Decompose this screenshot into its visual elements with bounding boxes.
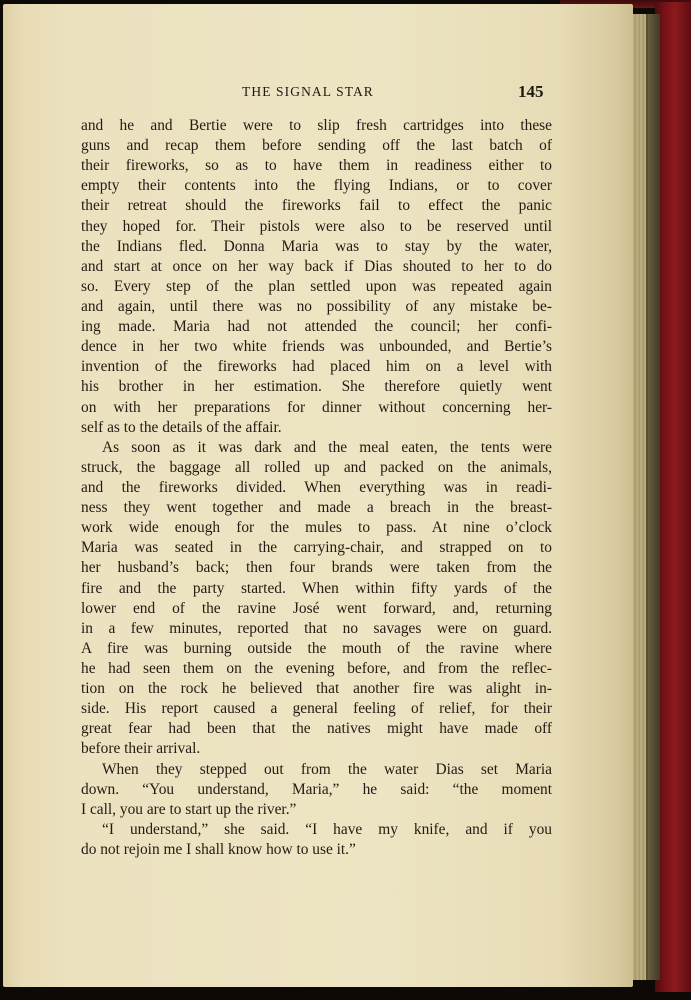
text-line: ing made. Maria had not attended the council; her confi- bbox=[81, 318, 552, 336]
text-line: I call, you are to start up the river.” bbox=[81, 800, 297, 818]
text-line: dence in her two white friends was unbounded, and Bertie’s bbox=[81, 338, 552, 356]
text-line: Maria was seated in the carrying-chair, and strapped on to bbox=[81, 539, 552, 557]
text-line: As soon as it was dark and the meal eaten, the tents were bbox=[102, 438, 552, 456]
text-line: her husband’s back; then four brands were taken from the bbox=[81, 559, 552, 577]
body-text bbox=[81, 116, 552, 860]
text-line: side. His report caused a general feeling of relief, for their bbox=[81, 700, 552, 718]
text-line: self as to the details of the affair. bbox=[81, 418, 282, 436]
page-header bbox=[3, 82, 633, 106]
text-line: When they stepped out from the water Dias set Maria bbox=[102, 760, 552, 778]
text-line: and the fireworks divided. When everything was in readi- bbox=[81, 478, 552, 496]
text-line: their retreat should the fireworks fail to effect the panic bbox=[81, 197, 552, 215]
text-line: empty their contents into the flying Indians, or to cover bbox=[81, 177, 552, 195]
text-line: A fire was burning outside the mouth of the ravine where bbox=[81, 639, 552, 657]
text-line: guns and recap them before sending off the last batch of bbox=[81, 137, 552, 155]
text-line: great fear had been that the natives might have made off bbox=[81, 720, 552, 738]
book-page bbox=[3, 4, 633, 987]
text-line: tion on the rock he believed that another fire was alight in- bbox=[81, 680, 552, 698]
text-line: they hoped for. Their pistols were also to be reserved until bbox=[81, 217, 552, 235]
text-line: invention of the fireworks had placed him on a level with bbox=[81, 358, 552, 376]
text-line: on with her preparations for dinner without concerning her- bbox=[81, 398, 552, 416]
text-line: work wide enough for the mules to pass. At nine o’clock bbox=[81, 519, 552, 537]
page-number: 145 bbox=[518, 82, 544, 101]
text-line: struck, the baggage all rolled up and packed on the animals, bbox=[81, 458, 552, 476]
book-cover-spine bbox=[655, 2, 691, 992]
text-line: do not rejoin me I shall know how to use it.” bbox=[81, 840, 356, 858]
text-line: before their arrival. bbox=[81, 740, 201, 758]
running-head: THE SIGNAL STAR bbox=[242, 84, 374, 99]
page-stack-shadow bbox=[646, 14, 660, 980]
text-line: and he and Bertie were to slip fresh cartridges into these bbox=[81, 117, 552, 134]
text-line: in a few minutes, reported that no savages were on guard. bbox=[81, 619, 552, 637]
text-line: the Indians fled. Donna Maria was to stay by the water, bbox=[81, 237, 552, 255]
text-line: and start at once on her way back if Dias shouted to her to do bbox=[81, 257, 552, 275]
text-line: ness they went together and made a breach in the breast- bbox=[81, 499, 552, 517]
text-line: so. Every step of the plan settled upon was repeated again bbox=[81, 277, 552, 295]
text-line: fire and the party started. When within fifty yards of the bbox=[81, 579, 552, 597]
text-line: lower end of the ravine José went forward, and, returning bbox=[81, 599, 552, 617]
text-line: and again, until there was no possibility of any mistake be- bbox=[81, 297, 552, 315]
text-line: their fireworks, so as to have them in readiness either to bbox=[81, 157, 552, 175]
text-line: he had seen them on the evening before, and from the reflec- bbox=[81, 659, 552, 677]
text-line: his brother in her estimation. She therefore quietly went bbox=[81, 378, 552, 396]
text-line: “I understand,” she said. “I have my knife, and if you bbox=[102, 820, 552, 838]
text-line: down. “You understand, Maria,” he said: “the moment bbox=[81, 780, 552, 798]
